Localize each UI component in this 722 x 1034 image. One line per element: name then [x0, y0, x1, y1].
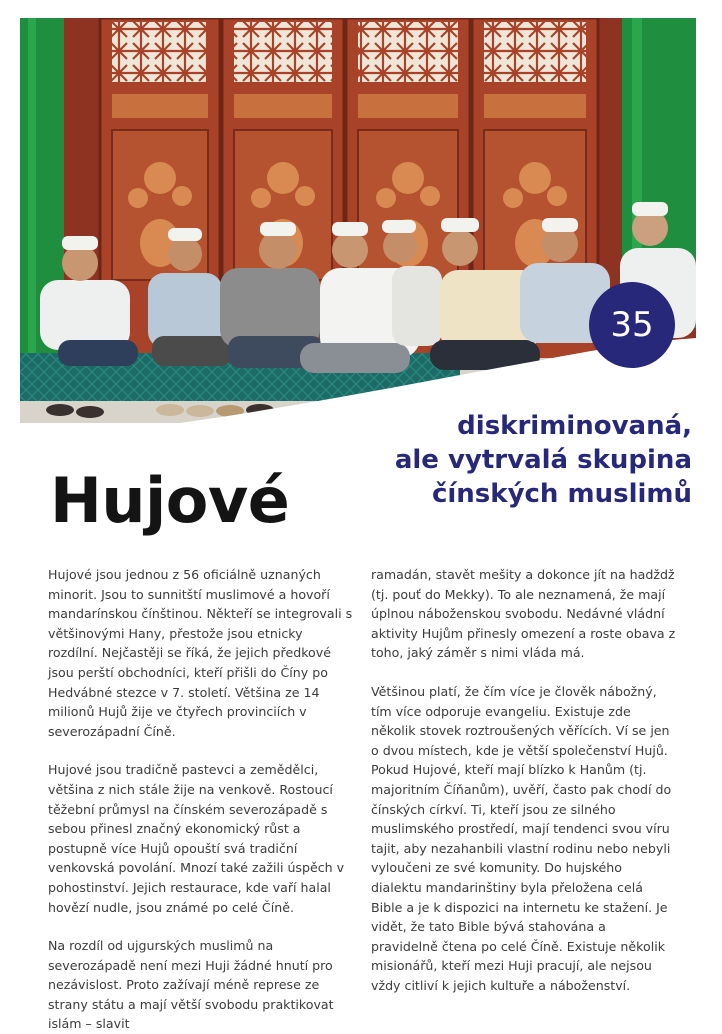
- article-column-right: [371, 565, 676, 995]
- cover-photo: [20, 18, 696, 423]
- page-number-badge: [589, 282, 675, 368]
- paragraph: Většinou platí, že čím více je člověk nábožný, tím více odporuje evangeliu. Existuje zde několik stovek roztroušených věřících. Ví se jen o dvou místech, kde je větší společenství Hujů. Pokud Hujové, kteří mají blízko k Hanům (tj. majoritním Číňanům), uvěří, často pak chodí do čínských církví. Ti, kteří jsou ze silného muslimského prostředí, mají tendenci svou víru tajit, aby nezahanbili vlastní rodinu nebo nebyli vyloučeni ze své komunity. Do hujského dialektu mandarinštiny byla přeložena celá Bible a je k dispozici na internetu ke stažení. Je vidět, že tato Bible bývá stahována a pravidelně čtena po celé Číně. Existuje několik misionářů, kteří mezi Huji pracují, ale nejsou vždy citliví k jejich kultuře a náboženství.: [371, 683, 672, 993]
- paragraph: Hujové jsou tradičně pastevci a zemědělci, většina z nich stále žije na venkově. Rostoucí těžební průmysl na čínském severozápadě s sebou přinesl značný ekonomický růst a postupně více Hujů opouští svá tradiční venkovská povolání. Mnozí také zažili úspěch v pohostinství. Jejich restaurace, kde vaří halal hovězí nudle, jsou známé po celé Číně.: [48, 762, 345, 915]
- subtitle: [272, 409, 692, 511]
- page-title: Hujové: [50, 464, 290, 537]
- subtitle-line-3: čínských muslimů: [431, 479, 692, 509]
- subtitle-line-2: ale vytrvalá skupina: [394, 445, 692, 475]
- subtitle-line-1: diskriminovaná,: [457, 411, 692, 441]
- hui-men-photo-illustration: [20, 18, 696, 423]
- paragraph: Hujové jsou jednou z 56 oficiálně uznaných minorit. Jsou to sunnitští muslimové a hovoří mandarínskou čínštinou. Někteří se integrovali s většinovými Hany, přestože jsou etnicky rozdílní. Nejčastěji se říká, že jejich předkové jsou perští obchodníci, kteří přišli do Číny po Hedvábné stezce v 7. století. Většina ze 14 milionů Hujů žije ve čtyřech provinciích v severozápadní Číně.: [48, 567, 353, 739]
- page-number: 35: [610, 305, 654, 345]
- article-column-left: [48, 565, 353, 1034]
- paragraph: ramadán, stavět mešity a dokonce jít na hadždž (tj. pouť do Mekky). To ale neznamená, že mají úplnou náboženskou svobodu. Nedávné vládní aktivity Hujům přinesly omezení a roste obava z toho, jaký záměr s nimi vláda má.: [371, 567, 676, 661]
- paragraph: Na rozdíl od ujgurských muslimů na severozápadě není mezi Huji žádné hnutí pro nezávislost. Proto zažívají méně represe ze strany státu a mají větší svobodu praktikovat islám – slavit: [48, 938, 334, 1032]
